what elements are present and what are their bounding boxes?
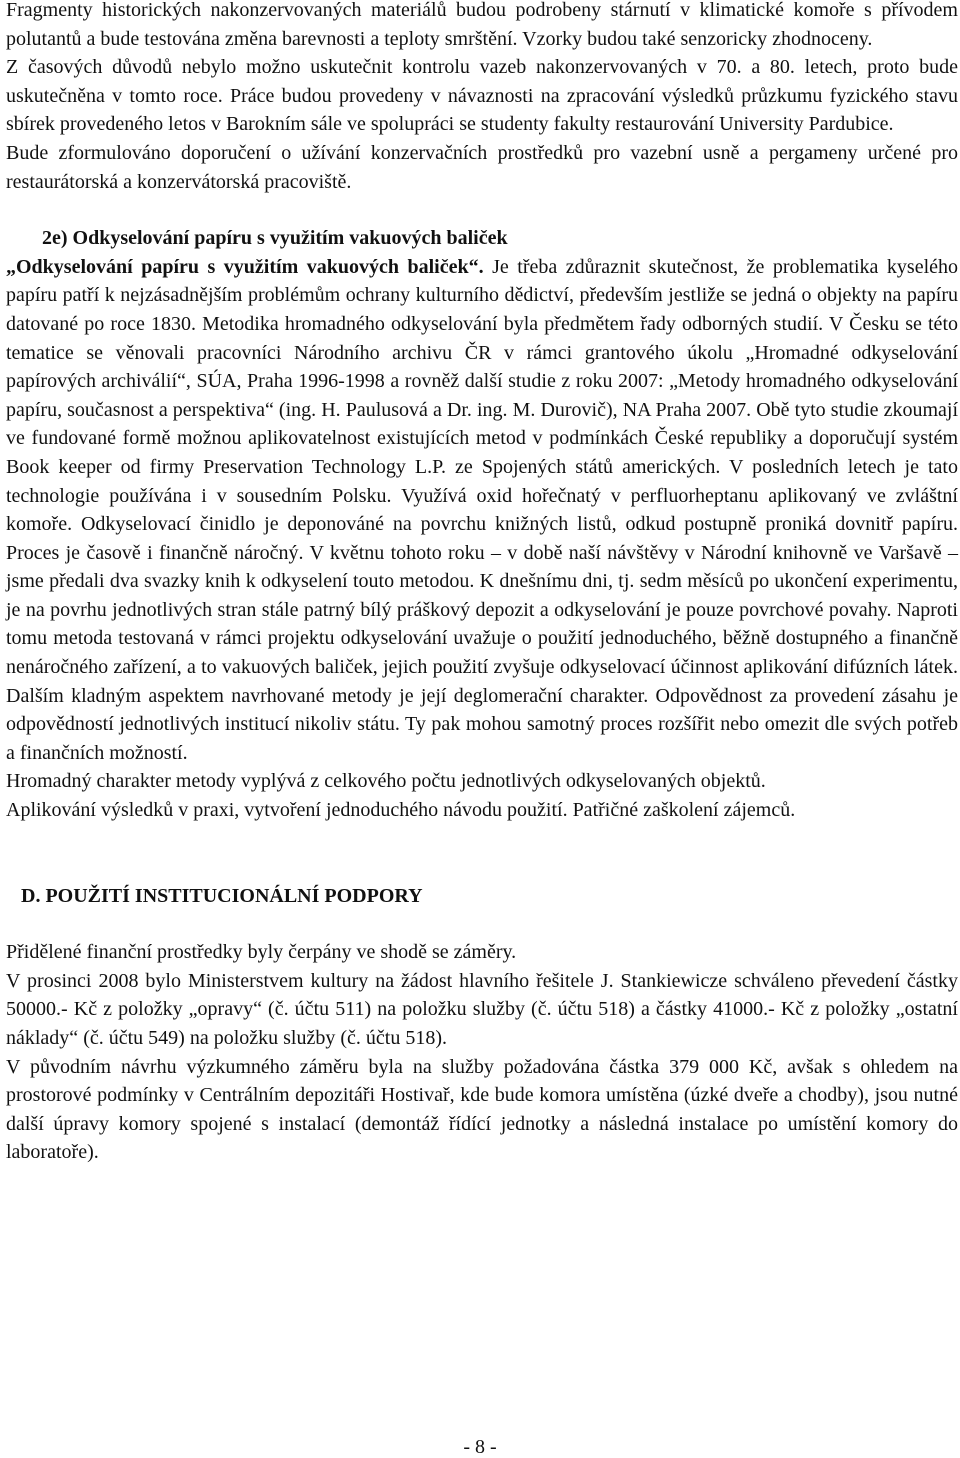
deacidification-body: Je třeba zdůraznit skutečnost, že problematika kyselého papíru patří k nejzásadnějším problémům ochrany kulturního dědictví, především jestliže se jedná o objekty na papíru datované po roce 1830. Metodika hromadného odkyselování byla předmětem řady odborných studií. V Česku se této tematice se věnovali pracovníci Národního archivu ČR v rámci grantového úkolu „Hromadné odkyselování papírových archiválií“, SÚA, Praha 1996-1998 a rovněž další studie z roku 2007: „Metody hromadného odkyselování papíru, současnost a perspektiva“ (ing. H. Paulusová a Dr. ing. M. Durovič), NA Praha 2007. Obě tyto studie zkoumají ve fundované formě možnou aplikovatelnost existujících metod v podmínkách České republiky a doporučují systém Book keeper od firmy Preservation Technology L.P. ze Spojených států amerických. V posledních letech je tato technologie používána i v sousedním Polsku. Využívá oxid hořečnatý v perfluorheptanu aplikovaný ve zvláštní komoře. Odkyselovací činidlo je deponováné na povrchu knižných listů, odkud postupně proniká dovnitř papíru. Proces je časově i finančně náročný. V květnu tohoto roku – v době naší návštěvy v Národní knihovně ve Varšavě – jsme předali dva svazky knih k odkyselení touto metodou. K dnešnímu dni, tj. sedm měsíců po ukončení experimentu, je na povrhu jednotlivých stran stále patrný bílý práškový depozit a odkyselování je pouze povrchové povahy. Naproti tomu metoda testovaná v rámci projektu odkyselování uvažuje o použití jednoduchého, běžně dostupného a finančně nenáročného zařízení, a to vakuových baliček, jejich použití zvyšuje odkyselovací účinnost aplikování difúzních látek. Dalším kladným aspektem navrhované metody je její deglomerační charakter. Odpovědnost za provedení zásahu je odpovědností jednotlivých institucí nikoliv státu. Ty pak mohou samotný proces rozšířit nebo omezit dle svých potřeb a finančních možností. bbox=[6, 255, 959, 764]
paragraph-recommendation: Bude zformulováno doporučení o užívání konzervačních prostředků pro vazební usně a pergameny určené pro restaurátorská a konzervátorská pracoviště. bbox=[6, 141, 958, 193]
paragraph-mass-character: Hromadný charakter metody vyplývá z celkového počtu jednotlivých odkyselovaných objektů. bbox=[6, 770, 766, 793]
paragraph-deacidification bbox=[6, 253, 958, 768]
paragraph-transfer: V prosinci 2008 bylo Ministerstvem kultury na žádost hlavního řešitele J. Stankiewicze schváleno převedení částky 50000.- Kč z položky „opravy“ (č. účtu 511) na položku služby (č. účtu 518) a částky 41000.- Kč z položky „ostatní náklady“ (č. účtu 549) na položku služby (č. účtu 518). bbox=[6, 969, 958, 1049]
paragraph-services: V původním návrhu výzkumného záměru byla na služby požadována částka 379 000 Kč, avšak s ohledem na prostorové podmínky v Centrálním depozitáři Hostivař, kde bude komora umístěna (úzké dveře a chodby), jsou nutné další úpravy komory spojené s instalací (demontáž řídící jednotky a následná instalace po umístění komory do laboratoře). bbox=[6, 1055, 958, 1164]
page-number: - 8 - bbox=[463, 1436, 497, 1458]
section-heading-2e: 2e) Odkyselování papíru s využitím vakuových baliček bbox=[42, 227, 508, 250]
paragraph-aging-test: Fragmenty historických nakonzervovaných materiálů budou podrobeny stárnutí v klimatické komoře s přívodem polutantů a bude testována změna barevnosti a teploty smrštění. Vzorky budou také senzoricky zhodnoceny. bbox=[6, 0, 958, 50]
paragraph-funds-used: Přidělené finanční prostředky byly čerpány ve shodě se záměry. bbox=[6, 941, 517, 964]
document-page bbox=[6, 0, 958, 1167]
paragraph-application: Aplikování výsledků v praxi, vytvoření jednoduchého návodu použití. Patřičné zaškolení zájemců. bbox=[6, 799, 796, 822]
paragraph-binding-check: Z časových důvodů nebylo možno uskutečnit kontrolu vazeb nakonzervovaných v 70. a 80. letech, proto bude uskutečněna v tomto roce. Práce budou provedeny v návaznosti na zpracování výsledků průzkumu fyzického stavu sbírek provedeného letos v Barokním sále ve spolupráci se studenty fakulty restaurování University Pardubice. bbox=[6, 56, 958, 136]
section-title-d: D. POUŽITÍ INSTITUCIONÁLNÍ PODPORY bbox=[21, 884, 423, 907]
deacidification-bold-lead: „Odkyselování papíru s využitím vakuových baliček“. bbox=[6, 255, 484, 278]
